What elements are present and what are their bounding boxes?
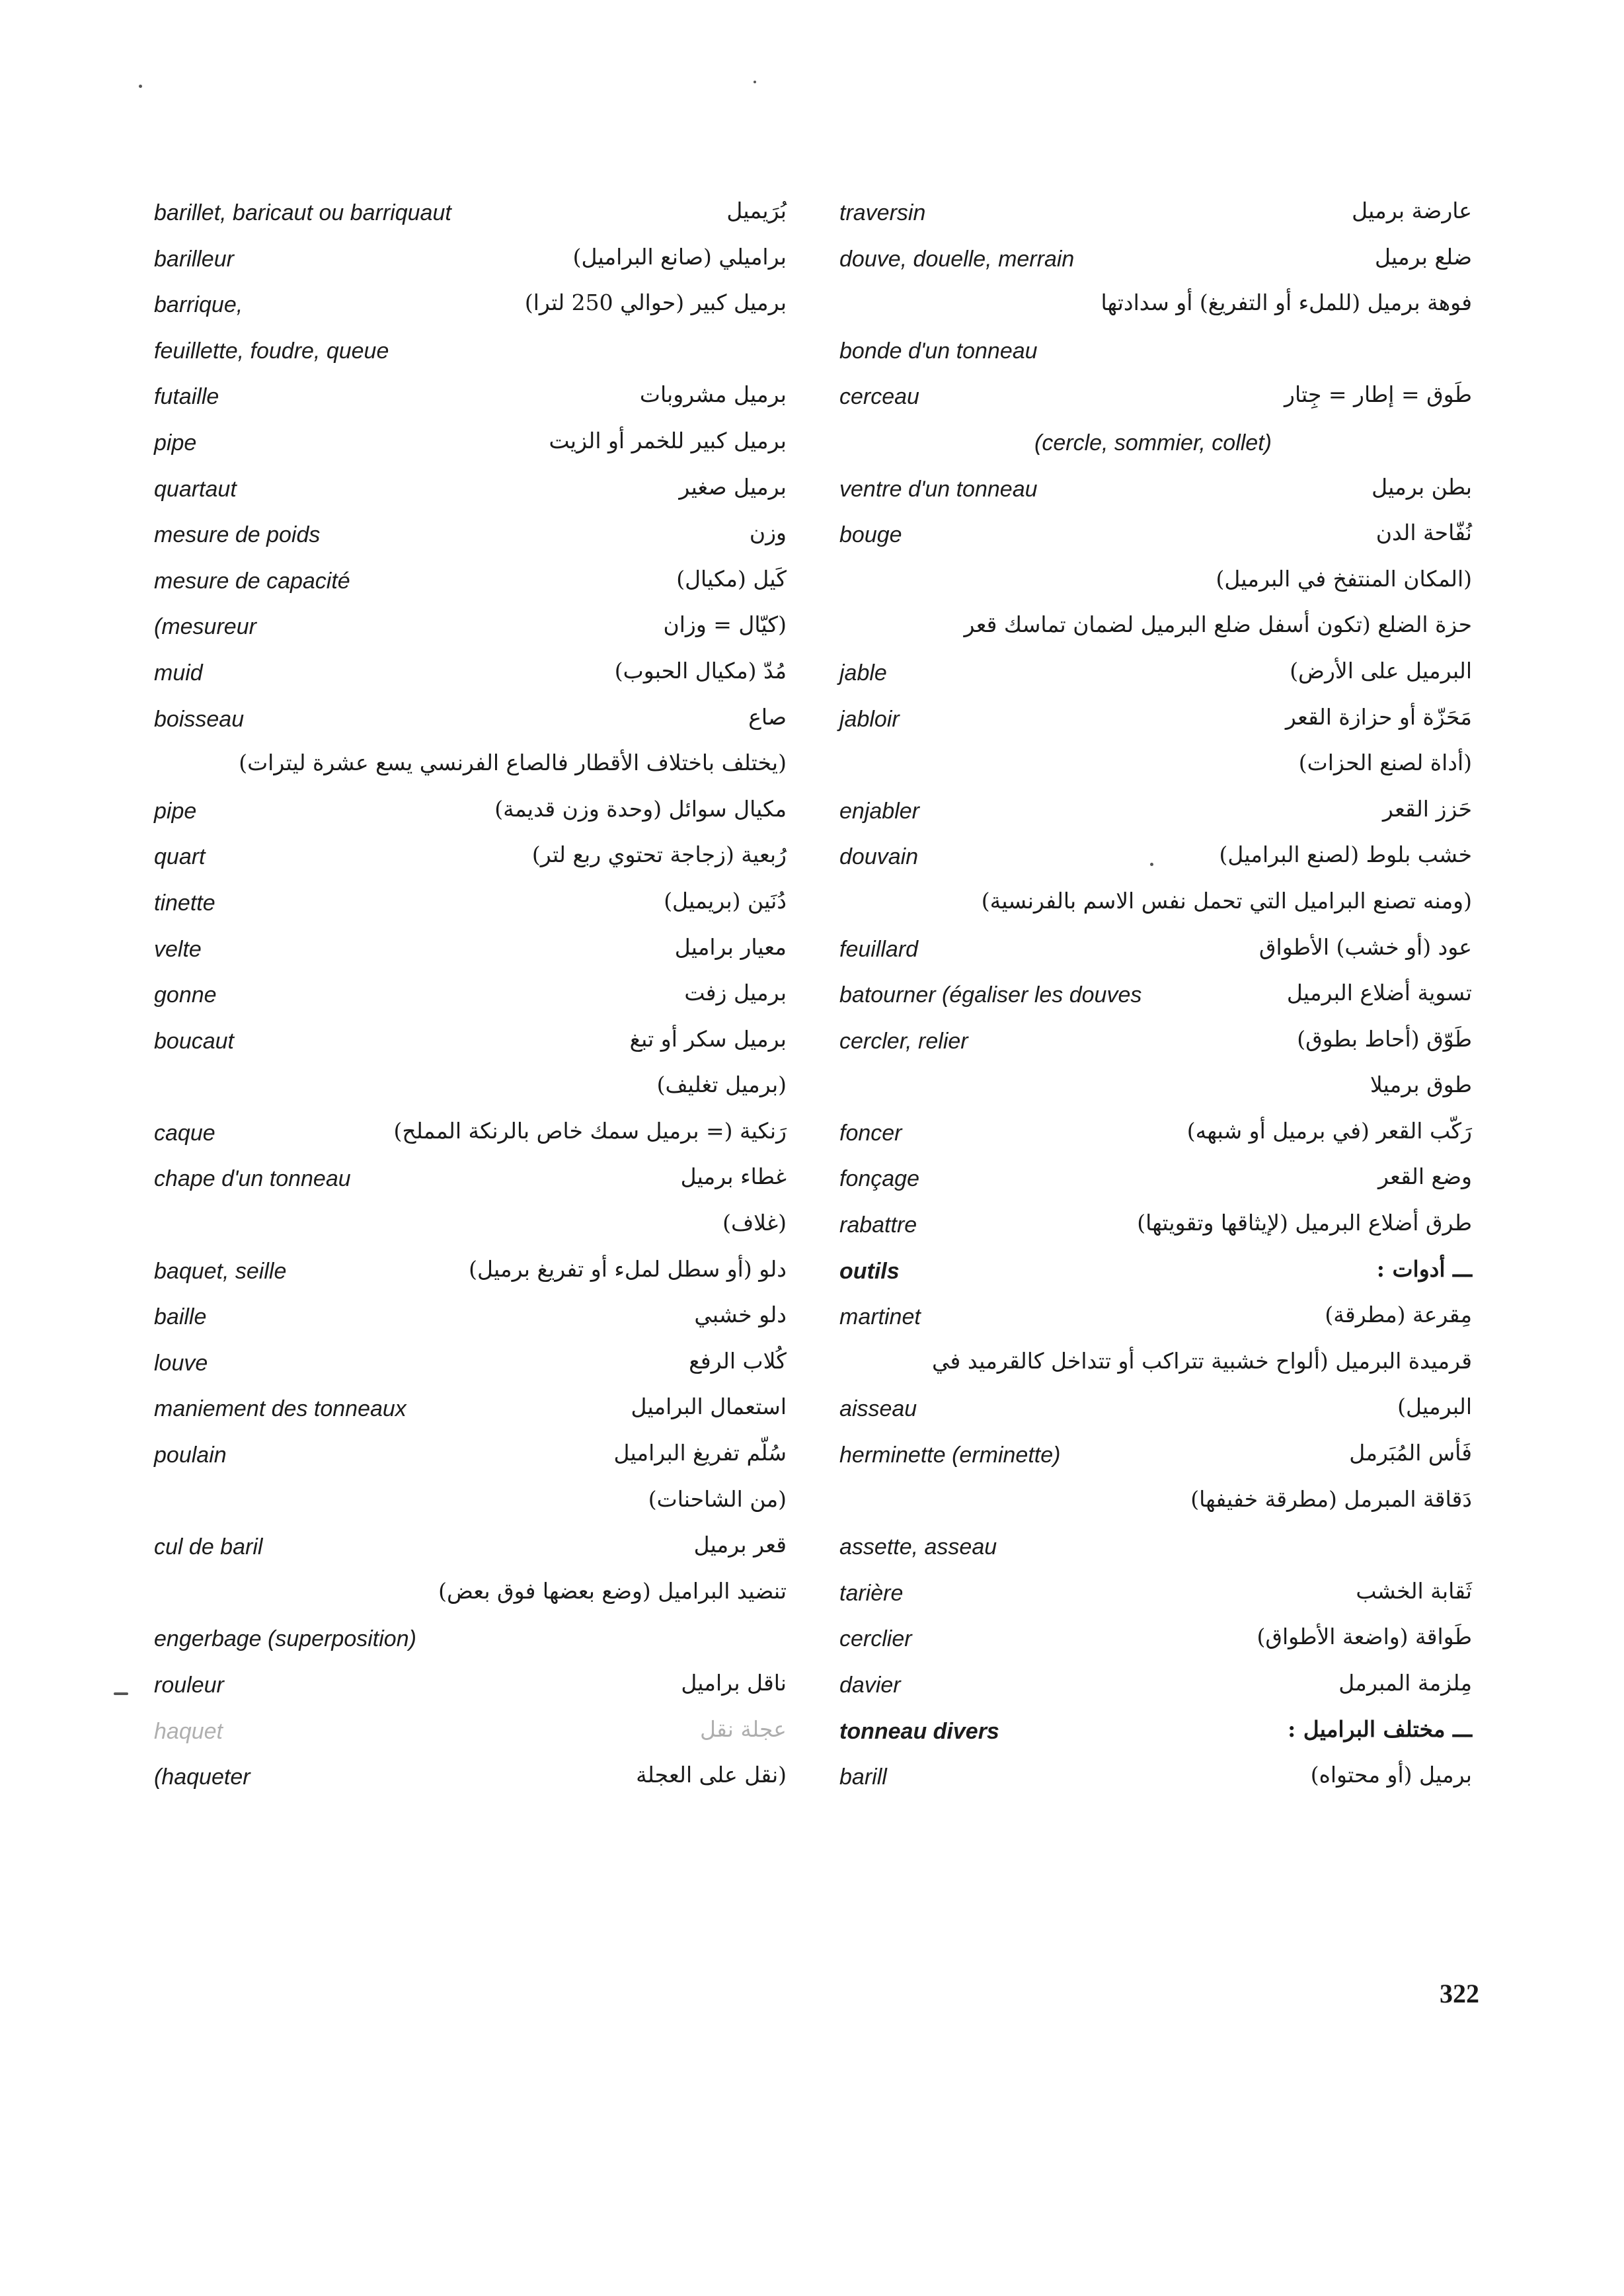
french-term: jable — [839, 660, 887, 686]
dictionary-entry — [149, 1437, 787, 1484]
dictionary-entry — [149, 195, 787, 241]
dictionary-entry — [149, 1299, 787, 1345]
arabic-term: برميل صغير — [679, 473, 787, 500]
dictionary-entry — [834, 471, 1472, 518]
arabic-term: غطاء برميل — [680, 1164, 787, 1190]
french-term: mesure de capacité — [154, 568, 350, 594]
french-term: louve — [154, 1350, 208, 1376]
french-term: tarière — [839, 1580, 904, 1606]
dictionary-entry — [834, 885, 1472, 931]
arabic-term: وضع القعر — [1377, 1164, 1472, 1190]
french-term: davier — [839, 1673, 901, 1698]
dictionary-entry — [149, 471, 787, 518]
french-term: mesure de poids — [154, 522, 321, 548]
arabic-term: برميل (أو محتواه) — [1310, 1762, 1472, 1788]
arabic-term: ناقل براميل — [681, 1670, 787, 1696]
dictionary-entry — [834, 1621, 1472, 1667]
dictionary-entry — [834, 793, 1472, 840]
arabic-term: (نقل على العجلة — [636, 1762, 787, 1788]
arabic-term: مِلزمة المبرمل — [1338, 1670, 1472, 1696]
arabic-term: دَقاقة المبرمل (مطرقة خفيفها) — [1190, 1485, 1472, 1512]
french-term: douve, douelle, merrain — [839, 246, 1075, 272]
right-column — [834, 195, 1472, 1861]
french-term: chape d'un tonneau — [154, 1166, 351, 1192]
dictionary-entry — [834, 1207, 1472, 1253]
dictionary-entry — [834, 1667, 1472, 1714]
arabic-term: ضلع برميل — [1374, 243, 1472, 270]
dictionary-entry — [834, 839, 1472, 885]
french-term: cerceau — [839, 384, 919, 410]
arabic-term: برميل مشروبات — [639, 381, 787, 408]
arabic-term: فَأس المُبَرمل — [1349, 1440, 1472, 1466]
dictionary-entry — [834, 563, 1472, 610]
arabic-term: فوهة برميل (للملء أو التفريغ) أو سدادتها — [1101, 290, 1472, 316]
dictionary-entry — [834, 1069, 1472, 1115]
dictionary-entry — [149, 747, 787, 793]
arabic-term: برميل كبير (حوالي 250 لترا) — [524, 290, 787, 316]
dictionary-entry — [834, 195, 1472, 241]
arabic-term: رُبعية (زجاجة تحتوي ربع لتر) — [531, 842, 787, 868]
arabic-term: تنضيد البراميل (وضع بعضها فوق بعض) — [438, 1577, 787, 1604]
arabic-term: (يختلف باختلاف الأقطار فالصاع الفرنسي يسع عشرة ليترات) — [239, 750, 787, 776]
arabic-term: كَيل (مكيال) — [676, 565, 787, 592]
arabic-term: طَوّق (أحاط بطوق) — [1297, 1025, 1472, 1052]
arabic-term: دلو خشبي — [694, 1302, 787, 1328]
arabic-term: طَوق = إطار = جِتار — [1284, 381, 1472, 408]
arabic-term: البرميل على الأرض) — [1290, 657, 1472, 684]
dictionary-entry — [149, 931, 787, 978]
dictionary-entry — [149, 655, 787, 701]
dictionary-entry — [149, 609, 787, 655]
dictionary-entry — [149, 977, 787, 1023]
arabic-term: (أداة لصنع الحزات) — [1298, 750, 1472, 776]
dictionary-entry — [834, 747, 1472, 793]
french-term: feuillard — [839, 936, 919, 962]
french-term: (mesureur — [154, 614, 256, 640]
french-term: enjabler — [839, 798, 919, 824]
french-term: barrique, — [154, 292, 243, 318]
dictionary-entry — [834, 333, 1472, 379]
french-term: outils — [839, 1258, 900, 1284]
french-term: boisseau — [154, 706, 245, 732]
french-term: tinette — [154, 890, 215, 916]
dictionary-entry — [834, 241, 1472, 288]
french-term: cercler, relier — [839, 1028, 968, 1054]
arabic-term: مكيال سوائل (وحدة وزن قديمة) — [494, 795, 787, 822]
arabic-term: بطن برميل — [1372, 473, 1472, 500]
arabic-term: رَنكية (= برميل سمك خاص بالرنكة المملح) — [393, 1117, 787, 1144]
french-term: (cercle, sommier, collet) — [1034, 430, 1272, 455]
french-term: gonne — [154, 982, 217, 1008]
dictionary-entry — [834, 931, 1472, 978]
dictionary-entry — [834, 1529, 1472, 1575]
dictionary-entry — [149, 1345, 787, 1392]
dictionary-entry — [834, 1759, 1472, 1805]
arabic-term: ـــ مختلف البراميل : — [1288, 1716, 1472, 1742]
dictionary-entry — [149, 1207, 787, 1253]
dictionary-entry — [834, 425, 1472, 471]
dictionary-entry — [834, 1299, 1472, 1345]
scan-speck — [139, 85, 142, 88]
scan-speck — [754, 81, 756, 83]
dictionary-entry — [834, 1023, 1472, 1070]
arabic-term: (غلاف) — [722, 1210, 787, 1236]
dictionary-entry — [149, 1714, 787, 1760]
french-term: barill — [839, 1764, 887, 1790]
arabic-term: عارضة برميل — [1352, 198, 1472, 223]
arabic-term: حَزز القعر — [1382, 795, 1472, 822]
french-term: barillet, baricaut ou barriquaut — [154, 200, 451, 225]
arabic-term: برميل زفت — [684, 980, 787, 1006]
dictionary-entry — [149, 1759, 787, 1805]
dictionary-entry — [834, 977, 1472, 1023]
french-term: feuillette, foudre, queue — [154, 338, 389, 364]
dictionary-entry — [149, 885, 787, 931]
arabic-term: كُلاب الرفع — [689, 1347, 787, 1374]
dictionary-entry — [149, 839, 787, 885]
arabic-term: برميل كبير للخمر أو الزيت — [549, 427, 787, 454]
dictionary-entry — [834, 609, 1472, 655]
french-term: quartaut — [154, 476, 237, 502]
french-term: bouge — [839, 522, 902, 548]
left-column — [149, 195, 787, 1861]
arabic-term: طَواقة (واضعة الأطواق) — [1257, 1624, 1472, 1650]
dictionary-entry — [149, 1161, 787, 1207]
dictionary-entry — [834, 1345, 1472, 1392]
dictionary-entry — [834, 287, 1472, 333]
arabic-term: مَحَزّة أو حزازة القعر — [1285, 703, 1472, 730]
french-term: rabattre — [839, 1212, 917, 1238]
french-term: rouleur — [154, 1673, 224, 1698]
french-term: jabloir — [839, 706, 900, 732]
french-term: boucaut — [154, 1028, 234, 1054]
french-term: traversin — [839, 200, 926, 225]
dictionary-entry — [149, 563, 787, 610]
dictionary-entry — [834, 1115, 1472, 1162]
dictionary-entry — [834, 517, 1472, 563]
french-term: douvain — [839, 844, 919, 870]
dictionary-entry — [149, 1023, 787, 1070]
dictionary-entry — [834, 379, 1472, 425]
scan-speck — [114, 1692, 128, 1695]
dictionary-entry — [149, 1529, 787, 1575]
arabic-term: صاع — [748, 703, 787, 730]
french-term: aisseau — [839, 1396, 917, 1422]
french-term: quart — [154, 844, 206, 870]
dictionary-entry — [149, 517, 787, 563]
french-term: velte — [154, 936, 202, 962]
french-term: martinet — [839, 1304, 921, 1330]
french-term: futaille — [154, 384, 219, 410]
dictionary-entry — [834, 1161, 1472, 1207]
arabic-term: خشب بلوط (لصنع البراميل) — [1219, 842, 1472, 868]
french-term: foncer — [839, 1120, 902, 1146]
french-term: fonçage — [839, 1166, 919, 1192]
arabic-term: (برميل تغليف) — [656, 1072, 787, 1098]
dictionary-entry — [149, 1575, 787, 1622]
dictionary-entry — [834, 1714, 1472, 1760]
scan-speck — [1150, 863, 1153, 866]
arabic-term: (ومنه تصنع البراميل التي تحمل نفس الاسم بالفرنسية) — [981, 887, 1472, 914]
french-term: pipe — [154, 430, 197, 455]
french-term: baille — [154, 1304, 207, 1330]
dictionary-entry — [834, 1253, 1472, 1300]
dictionary-entry — [834, 1575, 1472, 1622]
french-term: baquet, seille — [154, 1258, 287, 1284]
arabic-term: طرق أضلاع البرميل (لإيثاقها وتقويتها) — [1137, 1210, 1472, 1236]
dictionary-entry — [834, 655, 1472, 701]
arabic-term: (كيّال = وزان — [663, 612, 787, 638]
dictionary-entry — [149, 1115, 787, 1162]
arabic-term: (من الشاحنات) — [648, 1485, 787, 1512]
french-term: poulain — [154, 1443, 227, 1468]
arabic-term: دُنَين (بريميل) — [664, 887, 787, 914]
arabic-term: مِقرعة (مطرقة) — [1325, 1302, 1472, 1328]
arabic-term: قرميدة البرميل (ألواح خشبية تتراكب أو تتداخل كالقرميد في — [932, 1347, 1472, 1374]
dictionary-entry — [834, 1484, 1472, 1530]
french-term: bonde d'un tonneau — [839, 338, 1038, 364]
arabic-term: قعر برميل — [693, 1532, 787, 1558]
arabic-term: براميلي (صانع البراميل) — [572, 243, 787, 270]
dictionary-entry — [149, 1484, 787, 1530]
french-term: haquet — [154, 1718, 223, 1744]
dictionary-entry — [834, 1391, 1472, 1437]
arabic-term: ـــ أدوات : — [1376, 1255, 1472, 1282]
arabic-term: ثَقابة الخشب — [1356, 1577, 1472, 1604]
arabic-term: برميل سكر أو تبغ — [629, 1025, 787, 1052]
french-term: tonneau divers — [839, 1718, 999, 1744]
french-term: muid — [154, 660, 203, 686]
french-term: batourner (égaliser les douves — [839, 982, 1142, 1008]
arabic-term: عجلة نقل — [700, 1716, 787, 1742]
french-term: engerbage (superposition) — [154, 1626, 416, 1652]
dictionary-entry — [149, 379, 787, 425]
dictionary-entry — [834, 701, 1472, 748]
dictionary-entry — [834, 1437, 1472, 1484]
dictionary-entry — [149, 1621, 787, 1667]
arabic-term: معيار براميل — [674, 933, 787, 960]
arabic-term: رَكّب القعر (في برميل أو شبهه) — [1186, 1117, 1472, 1144]
dictionary-entry — [149, 701, 787, 748]
dictionary-entry — [149, 1069, 787, 1115]
arabic-term: (المكان المنتفخ في البرميل) — [1216, 565, 1472, 592]
page-number: 322 — [1440, 1979, 1479, 2008]
dictionary-entry — [149, 241, 787, 288]
arabic-term: طوق برميلا — [1370, 1072, 1472, 1098]
dictionary-entry — [149, 287, 787, 333]
french-term: assette, asseau — [839, 1534, 997, 1560]
french-term: cerclier — [839, 1626, 912, 1652]
arabic-term: بُرَيميل — [726, 198, 787, 223]
french-term: cul de baril — [154, 1534, 263, 1560]
french-term: (haqueter — [154, 1764, 251, 1790]
dictionary-entry — [149, 1667, 787, 1714]
arabic-term: تسوية أضلاع البرميل — [1286, 980, 1472, 1006]
arabic-term: البرميل) — [1397, 1394, 1472, 1420]
french-term: barilleur — [154, 246, 234, 272]
dictionary-entry — [149, 793, 787, 840]
french-term: pipe — [154, 798, 197, 824]
arabic-term: عود (أو خشب) الأطواق — [1258, 933, 1472, 960]
arabic-term: استعمال البراميل — [631, 1394, 787, 1420]
arabic-term: نُفّاحة الدن — [1375, 520, 1472, 546]
dictionary-entry — [149, 1253, 787, 1300]
french-term: herminette (erminette) — [839, 1443, 1061, 1468]
dictionary-entry — [149, 425, 787, 471]
french-term: caque — [154, 1120, 215, 1146]
arabic-term: وزن — [749, 520, 787, 546]
dictionary-entry — [149, 1391, 787, 1437]
dictionary-entry — [149, 333, 787, 379]
arabic-term: دلو (أو سطل لملء أو تفريغ برميل) — [469, 1255, 787, 1282]
arabic-term: سُلّم تفريغ البراميل — [613, 1440, 787, 1466]
arabic-term: حزة الضلع (تكون أسفل ضلع البرميل لضمان تماسك قعر — [964, 612, 1472, 638]
french-term: maniement des tonneaux — [154, 1396, 406, 1422]
arabic-term: مُدّ (مكيال الحبوب) — [614, 657, 787, 684]
french-term: ventre d'un tonneau — [839, 476, 1038, 502]
